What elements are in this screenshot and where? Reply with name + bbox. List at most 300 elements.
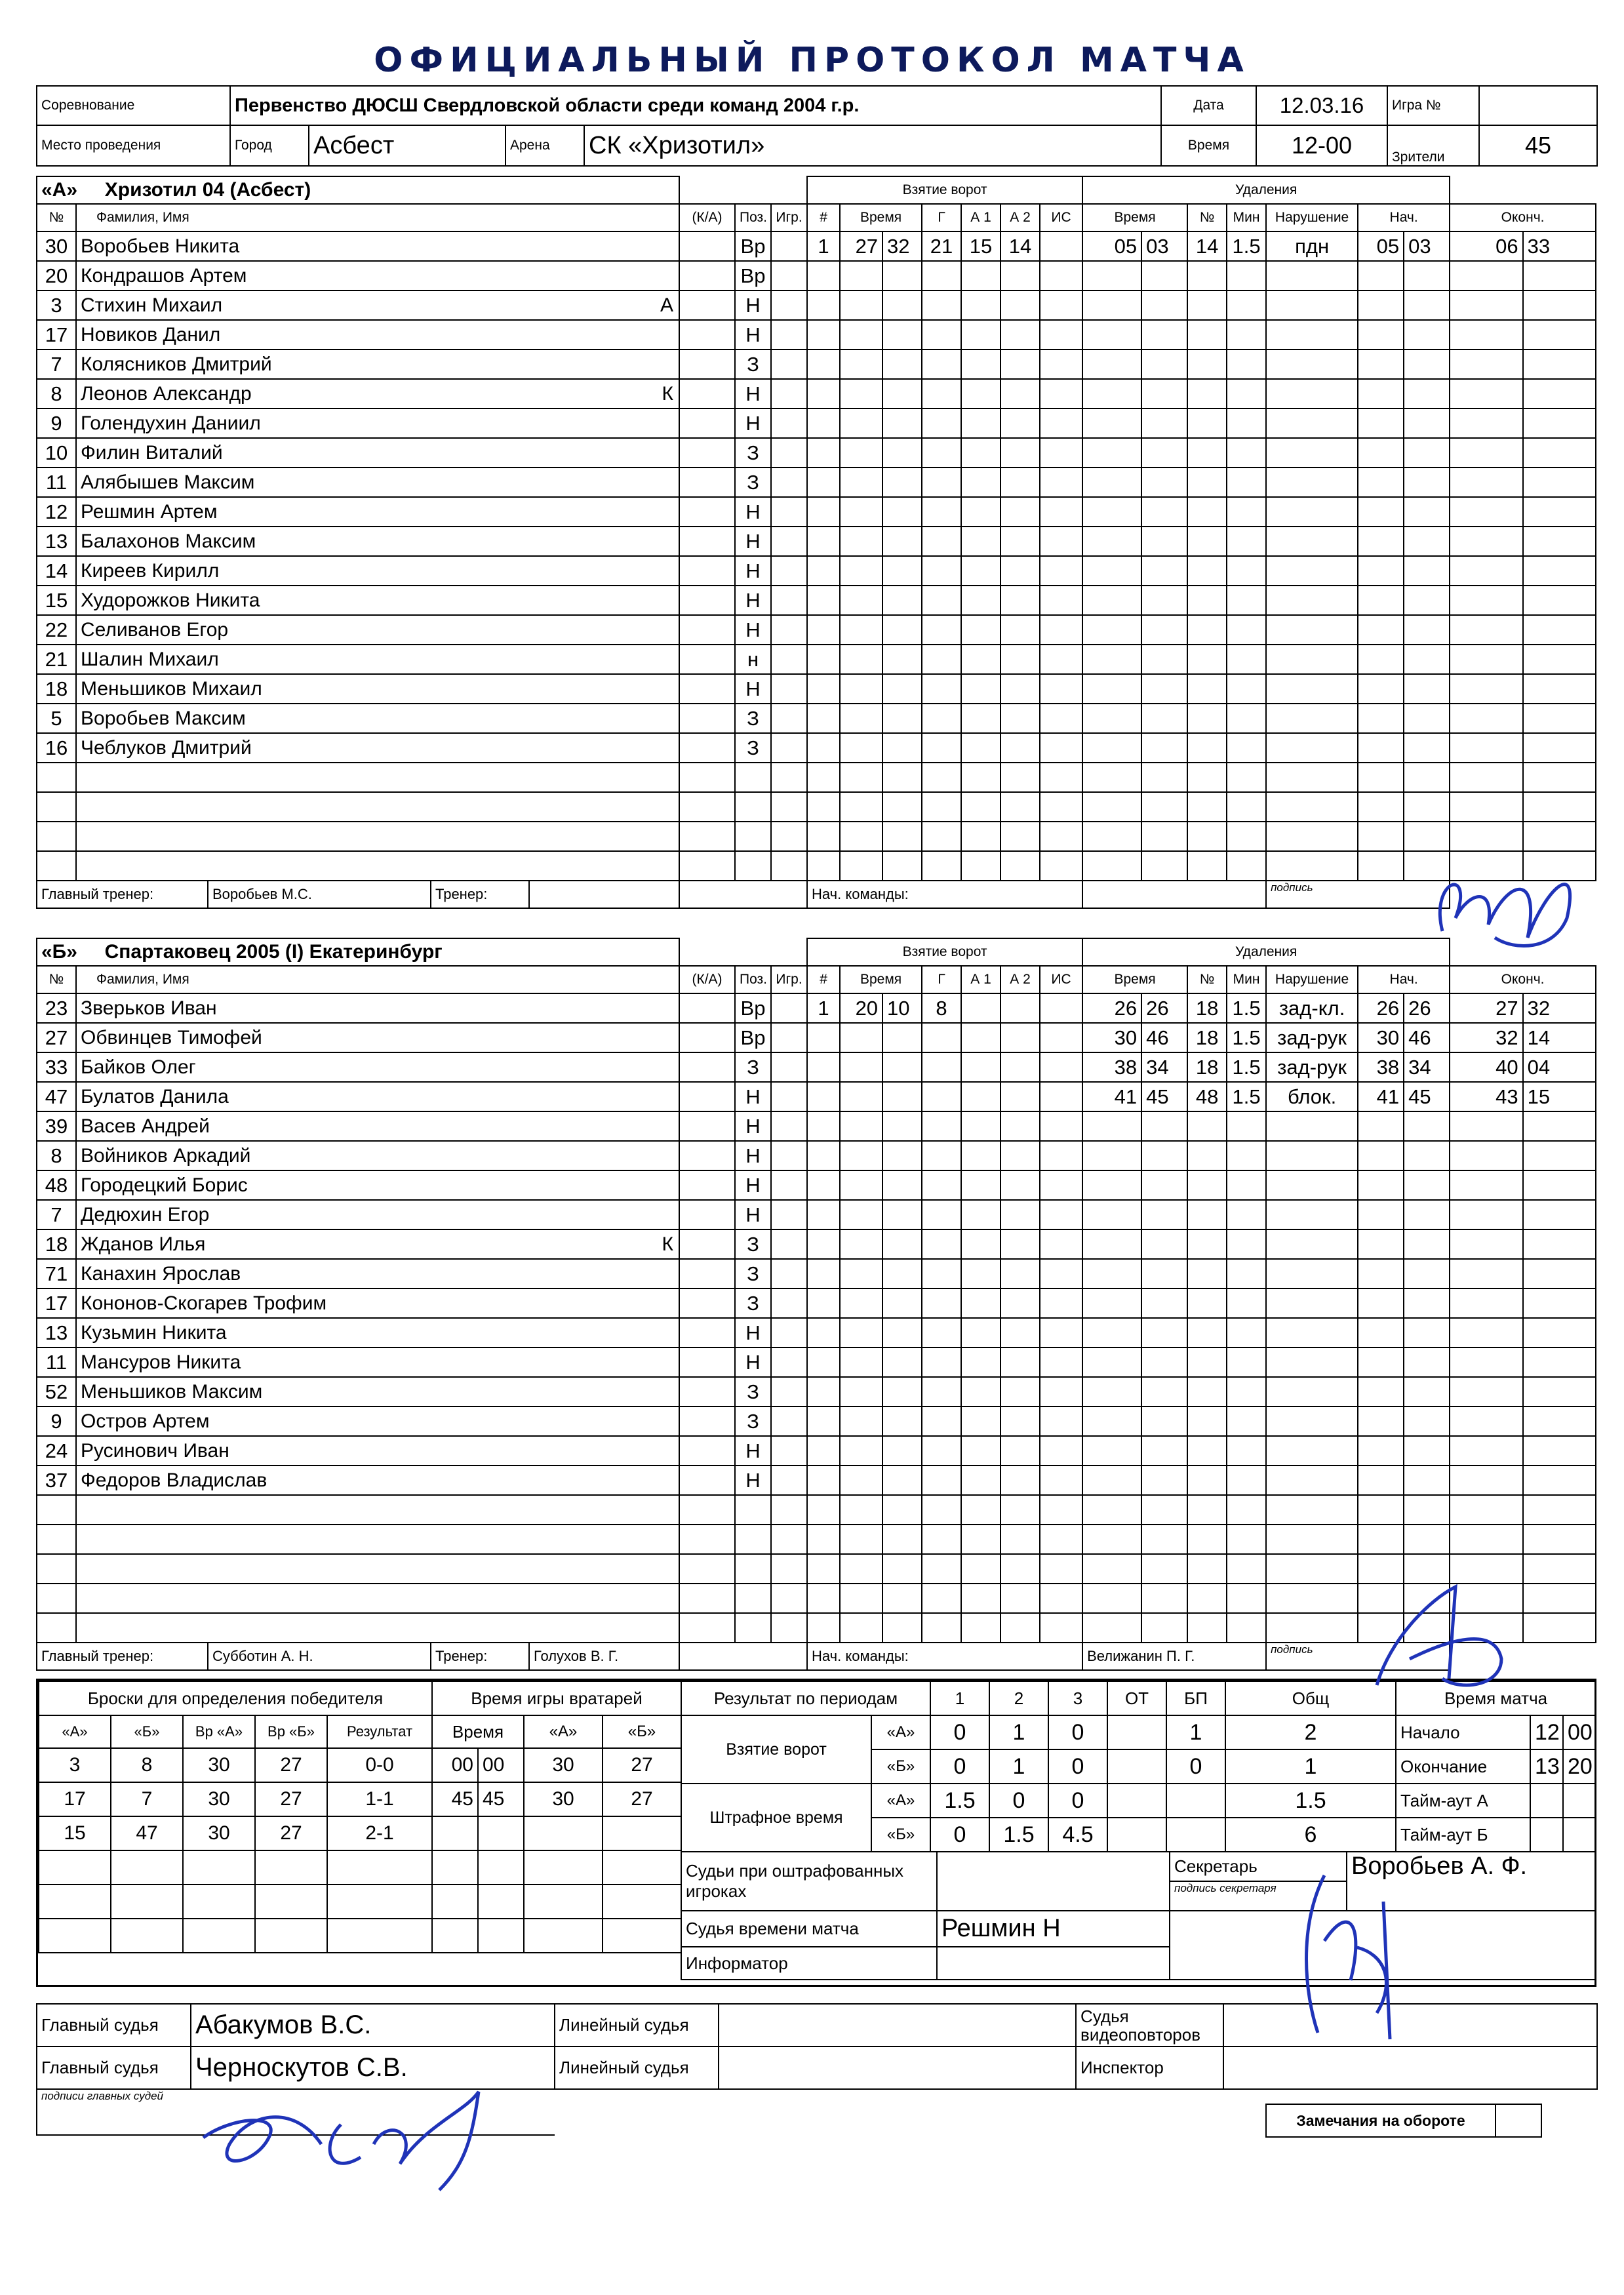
match-end-label: Окончание: [1396, 1749, 1530, 1784]
player-name: [76, 1023, 679, 1052]
teamB-col-g_g: Г: [922, 966, 961, 993]
goal-index: 1: [807, 993, 840, 1023]
periods-goals-a-2: 1: [989, 1715, 1048, 1749]
shootout-col: «А»: [39, 1715, 111, 1748]
player-number: 16: [37, 733, 76, 763]
line2-label: Линейный судья: [555, 2046, 719, 2089]
competition-value: Первенство ДЮСШ Свердловской области среди команд 2004 г.р.: [230, 86, 1161, 125]
player-name: [76, 1200, 679, 1229]
shootout-row: [39, 1919, 432, 1953]
secretary-signature: [1285, 1849, 1416, 2046]
player-name-text: Остров Артем: [81, 1410, 210, 1432]
player-name-text: Мансуров Никита: [81, 1351, 241, 1373]
penalty-minutes: 1.5: [1227, 1052, 1266, 1082]
shootout-cell: 2-1: [327, 1816, 432, 1850]
periods-pim-a-label: «А»: [871, 1784, 930, 1818]
teamA-goals-title: Взятие ворот: [807, 176, 1082, 204]
penalty-player: 48: [1187, 1082, 1227, 1111]
player-number: 14: [37, 556, 76, 586]
teamA-name: Хризотил 04 (Асбест): [104, 179, 311, 201]
gk-time-row: [432, 1782, 681, 1816]
penalty-foul: зад-рук: [1266, 1052, 1358, 1082]
player-name: [76, 1082, 679, 1111]
teamB-col-num: №: [37, 966, 76, 993]
penalty-end-min: 32: [1450, 1023, 1522, 1052]
shootout-row: [39, 1885, 432, 1919]
teamA-col-ka: (К/А): [679, 204, 735, 231]
penalty-judges-label: Судьи при оштрафованных игроках: [681, 1852, 937, 1911]
teamA-col-g_idx: #: [807, 204, 840, 231]
teamB-trainer: Голухов В. Г.: [529, 1643, 679, 1669]
player-position: Н: [735, 1466, 771, 1495]
periods-table: [681, 1681, 1396, 1852]
player-name: [76, 320, 679, 349]
shootout-col: Вр «А»: [183, 1715, 255, 1748]
teamA-player-row: [37, 438, 1596, 468]
gk-col-time: Время: [432, 1715, 524, 1748]
teamB-col-igr: Игр.: [771, 966, 807, 993]
periods-goals-b-1: 0: [930, 1749, 989, 1784]
shootout-cell: 8: [111, 1748, 183, 1782]
teamA-chief-label: Нач. команды:: [807, 881, 1082, 908]
shootout-cell: 15: [39, 1816, 111, 1850]
player-number: 30: [37, 231, 76, 261]
shootout-cell: 0-0: [327, 1748, 432, 1782]
player-name: [76, 1347, 679, 1377]
player-name: [76, 1377, 679, 1407]
penalty-start-min: 26: [1358, 993, 1404, 1023]
teamB-col-ptime: Время: [1082, 966, 1187, 993]
player-number: 47: [37, 1082, 76, 1111]
teamB-player-row: [37, 1170, 1596, 1200]
player-name-text: Стихин Михаил: [81, 294, 223, 316]
date-label: Дата: [1161, 86, 1256, 125]
periods-pim-a-ot: [1107, 1784, 1166, 1818]
penalty-foul: блок.: [1266, 1082, 1358, 1111]
goal-assist-2: [1000, 993, 1040, 1023]
teamB-pen-title: Удаления: [1082, 938, 1450, 966]
teamA-player-row: [37, 645, 1596, 674]
shootout-cell: 1-1: [327, 1782, 432, 1816]
player-position: Н: [735, 409, 771, 438]
player-role: К: [662, 1233, 674, 1255]
goal-scorer: 8: [922, 993, 961, 1023]
teamA-col-p_foul: Нарушение: [1266, 204, 1358, 231]
arena-label: Арена: [505, 125, 584, 166]
player-name: [76, 1111, 679, 1141]
player-name-text: Городецкий Борис: [81, 1174, 248, 1196]
goal-situation: [1040, 993, 1082, 1023]
periods-col: 1: [930, 1681, 989, 1715]
player-name-text: Голендухин Даниил: [81, 412, 261, 434]
player-name: [76, 645, 679, 674]
penalty-end-min: 27: [1450, 993, 1522, 1023]
goal-min: 20: [840, 993, 882, 1023]
shootout-col: «Б»: [111, 1715, 183, 1748]
penalty-player: 14: [1187, 231, 1227, 261]
line1-label: Линейный судья: [555, 2004, 719, 2046]
informer-label: Информатор: [681, 1947, 937, 1980]
player-name: [76, 497, 679, 527]
inspector-label: Инспектор: [1076, 2046, 1223, 2089]
referees-signature: [190, 2066, 531, 2197]
gk-sec: 45: [478, 1782, 524, 1816]
teamA-col-igr: Игр.: [771, 204, 807, 231]
teamB-col-g_idx: #: [807, 966, 840, 993]
teamA-col-g_a1: А 1: [961, 204, 1000, 231]
player-position: З: [735, 1052, 771, 1082]
penalty-foul: пдн: [1266, 231, 1358, 261]
shootout-table: [38, 1681, 433, 1953]
player-position: З: [735, 468, 771, 497]
teamB-player-row: [37, 1495, 1596, 1525]
player-position: З: [735, 704, 771, 733]
shootout-col: Результат: [327, 1715, 432, 1748]
teamA-coach: Воробьев М.С.: [208, 881, 431, 908]
player-name-text: Булатов Данила: [81, 1085, 229, 1108]
penalty-minutes: 1.5: [1227, 993, 1266, 1023]
periods-pim-a-2: 0: [989, 1784, 1048, 1818]
gk-col-a: «А»: [524, 1715, 603, 1748]
teamA-player-row: [37, 615, 1596, 645]
player-name-text: Киреев Кирилл: [81, 559, 220, 582]
city-value: Асбест: [309, 125, 505, 166]
gk-time-row: [432, 1919, 681, 1953]
player-name-text: Дедюхин Егор: [81, 1203, 210, 1226]
player-position: З: [735, 1407, 771, 1436]
penalty-end-min: 43: [1450, 1082, 1522, 1111]
player-number: 17: [37, 1288, 76, 1318]
teamA-player-row: [37, 320, 1596, 349]
gk-sec: 00: [478, 1748, 524, 1782]
teamA-tag: «А»: [41, 179, 78, 201]
gk-time-row: [432, 1748, 681, 1782]
player-name-text: Меньшиков Максим: [81, 1380, 263, 1403]
player-position: Н: [735, 1318, 771, 1347]
player-name-text: Воробьев Максим: [81, 707, 246, 729]
teamA-player-row: [37, 379, 1596, 409]
player-name-text: Решмин Артем: [81, 500, 218, 523]
shootout-cell: 3: [39, 1748, 111, 1782]
goal-scorer: 21: [922, 231, 961, 261]
teamA-player-row: [37, 733, 1596, 763]
player-position: З: [735, 1377, 771, 1407]
player-position: Н: [735, 379, 771, 409]
gk-time-row: [432, 1885, 681, 1919]
penalty-start-sec: 26: [1404, 993, 1450, 1023]
penalty-end-sec: 32: [1523, 993, 1596, 1023]
periods-pim-a-3: 0: [1048, 1784, 1107, 1818]
player-name: [76, 1229, 679, 1259]
penalty-player: 18: [1187, 993, 1227, 1023]
player-name: [76, 379, 679, 409]
player-number: 11: [37, 468, 76, 497]
shootout-cell: 30: [183, 1782, 255, 1816]
teamB-col-g_a1: А 1: [961, 966, 1000, 993]
teamA-player-row: [37, 497, 1596, 527]
gk-time-table: [431, 1681, 682, 1953]
teamA-player-row: [37, 586, 1596, 615]
player-position: Н: [735, 1111, 771, 1141]
gk-col-b: «Б»: [603, 1715, 681, 1748]
penalty-end-sec: 14: [1523, 1023, 1596, 1052]
timekeeper-value: Решмин Н: [937, 1911, 1170, 1947]
player-name-text: Алябышев Максим: [81, 471, 255, 493]
player-role: А: [660, 294, 674, 316]
player-position: Н: [735, 586, 771, 615]
match-end-h: 13: [1530, 1749, 1563, 1784]
teamB-col-g_is: ИС: [1040, 966, 1082, 993]
penalty-end-sec: 15: [1523, 1082, 1596, 1111]
player-position: З: [735, 438, 771, 468]
player-number: 27: [37, 1023, 76, 1052]
player-position: Н: [735, 320, 771, 349]
secretary-value: Воробьев А. Ф.: [1347, 1852, 1596, 1911]
player-name-text: Байков Олег: [81, 1056, 196, 1078]
goal-sec: 32: [882, 231, 922, 261]
penalty-foul: зад-кл.: [1266, 993, 1358, 1023]
player-position: Н: [735, 290, 771, 320]
player-number: 9: [37, 1407, 76, 1436]
player-name-text: Воробьев Никита: [81, 235, 240, 257]
teamB-player-row: [37, 993, 1596, 1023]
teamA-trainer: [529, 881, 679, 908]
shootout-cell: 17: [39, 1782, 111, 1816]
game-value: [1479, 86, 1597, 125]
shootout-row: [39, 1850, 432, 1885]
teamB-tag: «Б»: [41, 941, 77, 963]
match-time-table: [1395, 1681, 1596, 1852]
player-number: 22: [37, 615, 76, 645]
player-number: 39: [37, 1111, 76, 1141]
shootout-row: [39, 1782, 432, 1816]
player-name-text: Балахонов Максим: [81, 530, 256, 552]
teamB-coach: Субботин А. Н.: [208, 1643, 431, 1669]
player-name: [76, 290, 679, 320]
teamB-name: Спартаковец 2005 (I) Екатеринбург: [104, 941, 443, 963]
player-position: Н: [735, 674, 771, 704]
teamB-player-row: [37, 1318, 1596, 1347]
periods-pim-a-bp: [1166, 1784, 1225, 1818]
shootout-cell: 7: [111, 1782, 183, 1816]
teamA-col-pend: Оконч.: [1450, 204, 1596, 231]
teamB-player-row: [37, 1200, 1596, 1229]
ref1-label: Главный судья: [37, 2004, 191, 2046]
player-name-text: Колясников Дмитрий: [81, 353, 272, 375]
player-name-text: Кузьмин Никита: [81, 1321, 227, 1344]
periods-goals-b-label: «Б»: [871, 1749, 930, 1784]
periods-goals-a-ot: [1107, 1715, 1166, 1749]
teamB-player-row: [37, 1082, 1596, 1111]
player-number: 33: [37, 1052, 76, 1082]
player-number: 23: [37, 993, 76, 1023]
player-name-text: Федоров Владислав: [81, 1469, 267, 1491]
penalty-start-min: 05: [1358, 231, 1404, 261]
shootout-cell: 30: [183, 1816, 255, 1850]
player-name: [76, 1259, 679, 1288]
player-number: 18: [37, 1229, 76, 1259]
teamA-player-row: [37, 231, 1596, 261]
player-number: 18: [37, 674, 76, 704]
remarks-box: [1265, 2104, 1542, 2138]
player-number: 15: [37, 586, 76, 615]
player-position: Н: [735, 1347, 771, 1377]
time-value: 12-00: [1256, 125, 1387, 166]
teamA-chief: [1082, 881, 1266, 908]
penalty-end-min: 06: [1450, 231, 1522, 261]
teamA-player-row: [37, 468, 1596, 497]
gk-b: 27: [603, 1782, 681, 1816]
time-label: Время: [1161, 125, 1256, 166]
periods-pim-b-1: 0: [930, 1818, 989, 1852]
teamB-player-row: [37, 1377, 1596, 1407]
gk-min: 00: [432, 1748, 478, 1782]
ref2-label: Главный судья: [37, 2046, 191, 2089]
player-name-text: Меньшиков Михаил: [81, 677, 262, 700]
player-name: [76, 1052, 679, 1082]
teamB-trainer-label: Тренер:: [431, 1643, 529, 1669]
teamA-col-pstart: Нач.: [1358, 204, 1450, 231]
player-position: Н: [735, 1170, 771, 1200]
teamB-title: [37, 938, 679, 966]
gk-time-title: Время игры вратарей: [432, 1681, 681, 1715]
teamA-player-row: [37, 851, 1596, 881]
secretary-sign-label: подпись секретаря: [1170, 1881, 1347, 1911]
teamB-chief-label: Нач. команды:: [807, 1643, 1082, 1670]
player-position: Н: [735, 527, 771, 556]
date-value: 12.03.16: [1256, 86, 1387, 125]
player-position: Н: [735, 1200, 771, 1229]
secretary-label: Секретарь: [1170, 1852, 1347, 1881]
player-number: 11: [37, 1347, 76, 1377]
teamA-col-name: Фамилия, Имя: [76, 204, 679, 231]
player-number: 9: [37, 409, 76, 438]
player-name-text: Леонов Александр: [81, 382, 252, 405]
player-number: 71: [37, 1259, 76, 1288]
player-name: [76, 993, 679, 1023]
teamB-player-row: [37, 1347, 1596, 1377]
player-position: н: [735, 645, 771, 674]
penalty-min: 26: [1082, 993, 1141, 1023]
player-position: Н: [735, 615, 771, 645]
player-number: 13: [37, 1318, 76, 1347]
periods-pim-a-total: 1.5: [1225, 1784, 1396, 1818]
teamB-player-row: [37, 1023, 1596, 1052]
periods-pim-b-bp: [1166, 1818, 1225, 1852]
teamA-col-ptime: Время: [1082, 204, 1187, 231]
refs-sign-label: подписи главных судей: [37, 2089, 555, 2135]
goal-min: 27: [840, 231, 882, 261]
player-name: [76, 556, 679, 586]
teamB-col-pend: Оконч.: [1450, 966, 1596, 993]
venue-header: [36, 125, 1598, 167]
teamB-col-g_a2: А 2: [1000, 966, 1040, 993]
video-label: Судья видеоповторов: [1076, 2004, 1223, 2046]
player-position: Н: [735, 1082, 771, 1111]
player-number: 10: [37, 438, 76, 468]
player-number: 3: [37, 290, 76, 320]
teamB-coach-label: Главный тренер:: [41, 1648, 154, 1664]
teamB-protocol-table: [36, 938, 1596, 1671]
match-header: [36, 85, 1598, 126]
teamB-player-row: [37, 1052, 1596, 1082]
match-start-label: Начало: [1396, 1715, 1530, 1749]
spectators-label: Зрители: [1387, 125, 1479, 166]
player-name: [76, 615, 679, 645]
penalty-min: 05: [1082, 231, 1141, 261]
gk-time-row: [432, 1850, 681, 1885]
player-number: 12: [37, 497, 76, 527]
player-name-text: Жданов Илья: [81, 1233, 206, 1255]
teamB-chief: Велижанин П. Г.: [1082, 1643, 1266, 1670]
penalty-sec: 45: [1141, 1082, 1187, 1111]
player-number: 20: [37, 261, 76, 290]
periods-col: Общ: [1225, 1681, 1396, 1715]
city-label: Город: [230, 125, 309, 166]
teamB-player-row: [37, 1259, 1596, 1288]
player-name: [76, 733, 679, 763]
player-name: [76, 438, 679, 468]
ref2-value: Черноскутов С.В.: [191, 2046, 555, 2089]
goal-assist-1: 15: [961, 231, 1000, 261]
teamB-col-pos: Поз.: [735, 966, 771, 993]
player-number: 8: [37, 1141, 76, 1170]
player-name-text: Зверьков Иван: [81, 997, 217, 1019]
player-name: [76, 527, 679, 556]
shootout-cell: 47: [111, 1816, 183, 1850]
penalty-minutes: 1.5: [1227, 1023, 1266, 1052]
teamB-col-ka: (К/А): [679, 966, 735, 993]
player-name: [76, 674, 679, 704]
penalty-sec: 46: [1141, 1023, 1187, 1052]
remarks-label: Замечания на обороте: [1266, 2104, 1495, 2137]
gk-a: 30: [524, 1748, 603, 1782]
goal-assist-2: 14: [1000, 231, 1040, 261]
match-start-m: 00: [1563, 1715, 1596, 1749]
player-position: Вр: [735, 261, 771, 290]
player-name: [76, 1170, 679, 1200]
player-number: 8: [37, 379, 76, 409]
teamB-col-p_num: №: [1187, 966, 1227, 993]
player-number: 24: [37, 1436, 76, 1466]
periods-pim-b-2: 1.5: [989, 1818, 1048, 1852]
teamA-player-row: [37, 261, 1596, 290]
player-position: З: [735, 733, 771, 763]
periods-goals-b-ot: [1107, 1749, 1166, 1784]
ref1-value: Абакумов В.С.: [191, 2004, 555, 2046]
penalty-start-sec: 45: [1404, 1082, 1450, 1111]
periods-goals-a-1: 0: [930, 1715, 989, 1749]
player-position: Вр: [735, 231, 771, 261]
teamA-title: [37, 176, 679, 204]
teamB-player-row: [37, 1466, 1596, 1495]
shootout-row: [39, 1748, 432, 1782]
player-number: 5: [37, 704, 76, 733]
teamA-player-row: [37, 290, 1596, 320]
shootout-cell: 27: [255, 1816, 327, 1850]
player-number: 7: [37, 1200, 76, 1229]
teamB-sign-label: подпись: [1266, 1643, 1450, 1670]
player-name-text: Русинович Иван: [81, 1439, 229, 1462]
player-name: [76, 1141, 679, 1170]
penalty-sec: 34: [1141, 1052, 1187, 1082]
periods-pim-b-ot: [1107, 1818, 1166, 1852]
teamB-player-row: [37, 1288, 1596, 1318]
periods-goals-a-total: 2: [1225, 1715, 1396, 1749]
periods-pim-a-1: 1.5: [930, 1784, 989, 1818]
penalty-start-sec: 46: [1404, 1023, 1450, 1052]
player-position: Н: [735, 556, 771, 586]
